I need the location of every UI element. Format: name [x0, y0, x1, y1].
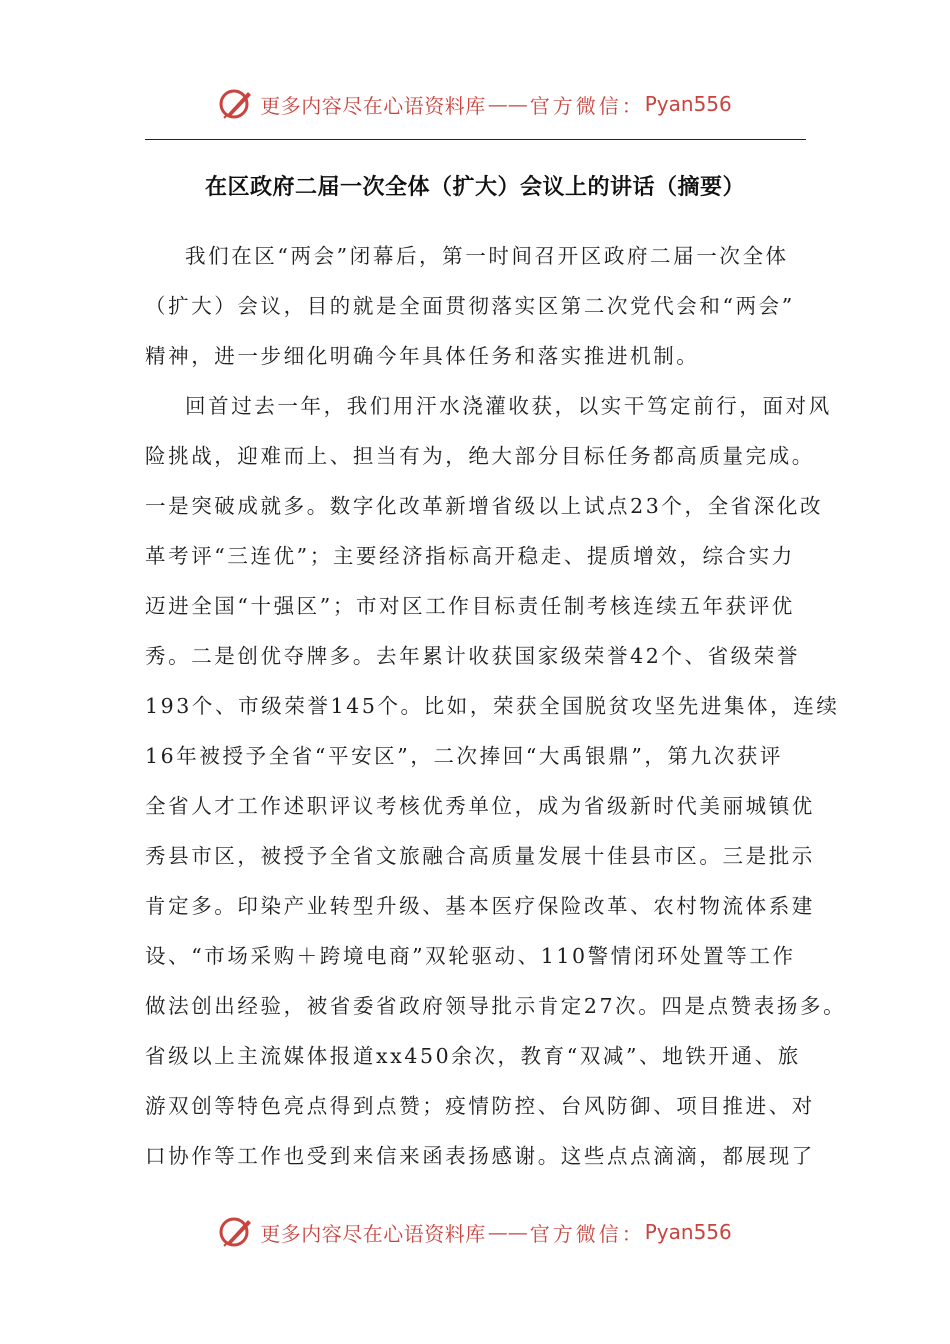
header-separator: —— [487, 92, 528, 116]
body-line: 16年被授予全省“平安区”，二次捧回“大禹银鼎”，第九次获评 [145, 744, 784, 768]
body-line: 设、“市场采购＋跨境电商”双轮驱动、110警情闭环处置等工作 [145, 944, 796, 968]
footer-separator: —— [487, 1220, 528, 1244]
quill-logo-icon [218, 86, 254, 122]
body-line: 做法创出经验，被省委省政府领导批示肯定27次。四是点赞表扬多。 [145, 994, 847, 1018]
body-line: 革考评“三连优”；主要经济指标高开稳走、提质增效，综合实力 [145, 544, 795, 568]
header-wechat-label: 官方微信： [529, 93, 645, 118]
body-line: 193个、市级荣誉145个。比如，荣获全国脱贫攻坚先进集体，连续 [145, 694, 840, 718]
quill-logo-icon [218, 1214, 254, 1250]
body-line: 一是突破成就多。数字化改革新增省级以上试点23个，全省深化改 [145, 494, 824, 518]
body-line: 回首过去一年，我们用汗水浇灌收获，以实干笃定前行，面对风 [185, 394, 832, 418]
document-title: 在区政府二届一次全体（扩大）会议上的讲话（摘要） [204, 175, 745, 200]
body-line: 全省人才工作述职评议考核优秀单位，成为省级新时代美丽城镇优 [145, 794, 815, 818]
header-wechat-id: Pyan556 [644, 92, 732, 116]
document-body [145, 236, 847, 1186]
body-line: 肯定多。印染产业转型升级、基本医疗保险改革、农村物流体系建 [145, 894, 815, 918]
body-line: 游双创等特色亮点得到点赞；疫情防控、台风防御、项目推进、对 [145, 1094, 815, 1118]
body-line: 精神，进一步细化明确今年具体任务和落实推进机制。 [145, 344, 700, 368]
footer-wechat-id: Pyan556 [644, 1220, 732, 1244]
body-line: 省级以上主流媒体报道xx450余次，教育“双减”、地铁开通、旅 [145, 1044, 801, 1068]
header-divider [145, 139, 806, 140]
body-line: 口协作等工作也受到来信来函表扬感谢。这些点点滴滴，都展现了 [145, 1144, 815, 1168]
header-banner [0, 84, 950, 124]
body-line: 秀。二是创优夺牌多。去年累计收获国家级荣誉42个、省级荣誉 [145, 644, 800, 668]
footer-banner [0, 1212, 950, 1252]
body-line: 秀县市区，被授予全省文旅融合高质量发展十佳县市区。三是批示 [145, 844, 815, 868]
header-banner-text: 更多内容尽在心语资料库 [260, 93, 486, 118]
footer-banner-text: 更多内容尽在心语资料库 [260, 1221, 486, 1246]
body-line: 我们在区“两会”闭幕后，第一时间召开区政府二届一次全体 [185, 244, 789, 268]
body-line: （扩大）会议，目的就是全面贯彻落实区第二次党代会和“两会” [145, 294, 795, 318]
footer-wechat-label: 官方微信： [529, 1221, 645, 1246]
body-line: 迈进全国“十强区”；市对区工作目标责任制考核连续五年获评优 [145, 594, 795, 618]
body-line: 险挑战，迎难而上、担当有为，绝大部分目标任务都高质量完成。 [145, 444, 815, 468]
